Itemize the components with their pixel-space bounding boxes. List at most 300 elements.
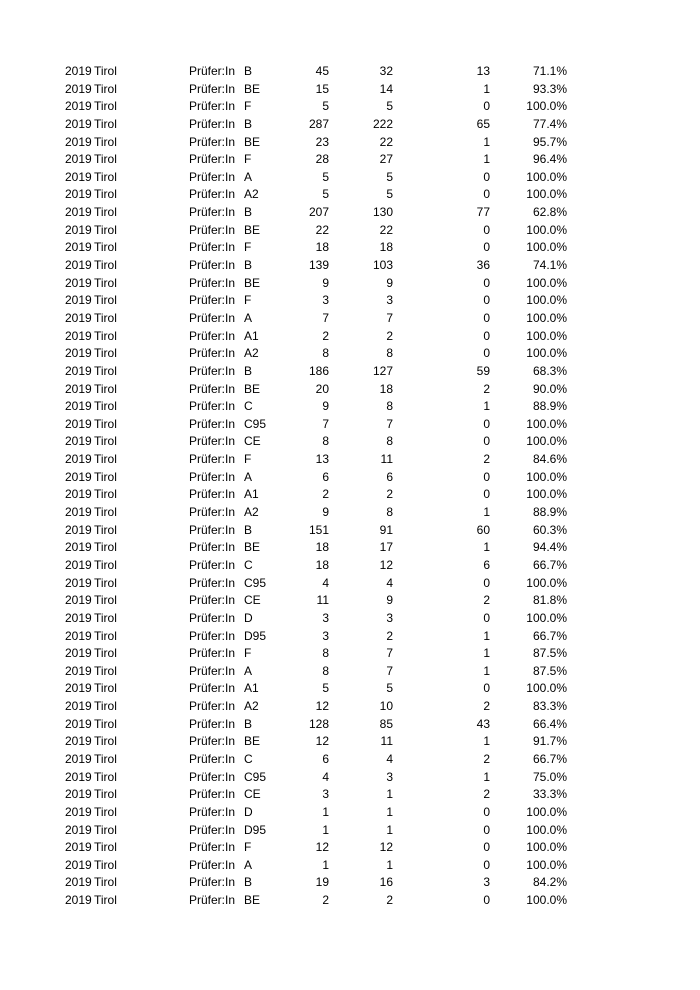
table-row <box>0 81 700 99</box>
pass-rate-cell: 100.0% <box>526 275 567 290</box>
passed-cell: 5 <box>386 681 393 696</box>
total-cell: 1 <box>322 804 329 819</box>
license-class-cell: BE <box>244 222 261 237</box>
pass-rate-cell: 100.0% <box>526 293 567 308</box>
year-cell: 2019 <box>65 169 92 184</box>
state-cell: Tirol <box>94 505 117 520</box>
failed-cell: 36 <box>476 258 490 273</box>
examiner-cell: Prüfer:In <box>189 893 236 908</box>
year-cell: 2019 <box>65 275 92 290</box>
total-cell: 18 <box>315 557 329 572</box>
passed-cell: 11 <box>380 452 393 467</box>
license-class-cell: B <box>244 205 253 220</box>
passed-cell: 12 <box>379 557 393 572</box>
state-cell: Tirol <box>94 681 117 696</box>
pass-rate-cell: 100.0% <box>526 575 567 590</box>
failed-cell: 2 <box>483 381 490 396</box>
table-row <box>0 645 700 663</box>
year-cell: 2019 <box>65 699 92 714</box>
failed-cell: 0 <box>483 240 490 255</box>
data-table <box>0 63 700 910</box>
total-cell: 3 <box>322 293 329 308</box>
passed-cell: 3 <box>386 293 393 308</box>
examiner-cell: Prüfer:In <box>189 663 236 678</box>
state-cell: Tirol <box>94 328 117 343</box>
license-class-cell: A2 <box>244 187 259 202</box>
passed-cell: 4 <box>386 575 393 590</box>
examiner-cell: Prüfer:In <box>189 787 236 802</box>
total-cell: 12 <box>315 734 329 749</box>
passed-cell: 1 <box>386 787 393 802</box>
passed-cell: 22 <box>379 222 393 237</box>
license-class-cell: A <box>244 857 253 872</box>
examiner-cell: Prüfer:In <box>189 222 236 237</box>
total-cell: 1 <box>322 822 329 837</box>
license-class-cell: F <box>244 452 252 467</box>
examiner-cell: Prüfer:In <box>189 769 236 784</box>
license-class-cell: A1 <box>244 681 259 696</box>
pass-rate-cell: 77.4% <box>532 116 567 131</box>
year-cell: 2019 <box>65 822 92 837</box>
license-class-cell: BE <box>244 893 261 908</box>
table-row <box>0 786 700 804</box>
passed-cell: 3 <box>386 610 393 625</box>
failed-cell: 0 <box>483 840 490 855</box>
examiner-cell: Prüfer:In <box>189 240 236 255</box>
total-cell: 45 <box>315 64 329 78</box>
passed-cell: 7 <box>386 416 393 431</box>
table-row <box>0 874 700 892</box>
total-cell: 139 <box>308 258 329 273</box>
examiner-cell: Prüfer:In <box>189 81 236 96</box>
license-class-cell: BE <box>244 81 261 96</box>
license-class-cell: BE <box>244 381 261 396</box>
passed-cell: 11 <box>380 734 393 749</box>
passed-cell: 8 <box>386 346 393 361</box>
total-cell: 5 <box>322 187 329 202</box>
table-row <box>0 275 700 293</box>
pass-rate-cell: 100.0% <box>526 416 567 431</box>
table-row <box>0 822 700 840</box>
passed-cell: 5 <box>386 169 393 184</box>
license-class-cell: C95 <box>244 575 267 590</box>
state-cell: Tirol <box>94 64 117 78</box>
failed-cell: 1 <box>483 505 490 520</box>
state-cell: Tirol <box>94 169 117 184</box>
table-row <box>0 663 700 681</box>
table-row <box>0 751 700 769</box>
state-cell: Tirol <box>94 557 117 572</box>
license-class-cell: C95 <box>244 769 267 784</box>
table-row <box>0 522 700 540</box>
passed-cell: 3 <box>386 769 393 784</box>
failed-cell: 0 <box>483 416 490 431</box>
table-row <box>0 345 700 363</box>
passed-cell: 1 <box>386 822 393 837</box>
state-cell: Tirol <box>94 716 117 731</box>
pass-rate-cell: 95.7% <box>532 134 567 149</box>
year-cell: 2019 <box>65 716 92 731</box>
passed-cell: 103 <box>372 258 393 273</box>
passed-cell: 2 <box>386 328 393 343</box>
year-cell: 2019 <box>65 222 92 237</box>
failed-cell: 1 <box>483 734 490 749</box>
failed-cell: 43 <box>476 716 490 731</box>
failed-cell: 0 <box>483 822 490 837</box>
pass-rate-cell: 100.0% <box>526 99 567 114</box>
table-row <box>0 698 700 716</box>
license-class-cell: B <box>244 258 253 273</box>
license-class-cell: CE <box>244 593 261 608</box>
failed-cell: 0 <box>483 310 490 325</box>
passed-cell: 85 <box>379 716 393 731</box>
license-class-cell: F <box>244 840 252 855</box>
pass-rate-cell: 100.0% <box>526 346 567 361</box>
passed-cell: 91 <box>379 522 393 537</box>
year-cell: 2019 <box>65 646 92 661</box>
examiner-cell: Prüfer:In <box>189 452 236 467</box>
examiner-cell: Prüfer:In <box>189 328 236 343</box>
total-cell: 5 <box>322 681 329 696</box>
year-cell: 2019 <box>65 116 92 131</box>
year-cell: 2019 <box>65 363 92 378</box>
table-row <box>0 98 700 116</box>
table-row <box>0 469 700 487</box>
license-class-cell: B <box>244 116 253 131</box>
table-row <box>0 63 700 81</box>
failed-cell: 0 <box>483 346 490 361</box>
passed-cell: 18 <box>379 240 393 255</box>
failed-cell: 65 <box>476 116 490 131</box>
failed-cell: 0 <box>483 275 490 290</box>
license-class-cell: B <box>244 875 253 890</box>
pass-rate-cell: 100.0% <box>526 822 567 837</box>
total-cell: 6 <box>322 469 329 484</box>
passed-cell: 127 <box>372 363 393 378</box>
passed-cell: 5 <box>386 187 393 202</box>
pass-rate-cell: 88.9% <box>532 399 567 414</box>
failed-cell: 1 <box>483 540 490 555</box>
year-cell: 2019 <box>65 240 92 255</box>
pass-rate-cell: 84.2% <box>532 875 567 890</box>
examiner-cell: Prüfer:In <box>189 522 236 537</box>
failed-cell: 6 <box>483 557 490 572</box>
total-cell: 3 <box>322 628 329 643</box>
passed-cell: 14 <box>379 81 393 96</box>
table-row <box>0 151 700 169</box>
examiner-cell: Prüfer:In <box>189 628 236 643</box>
failed-cell: 1 <box>483 152 490 167</box>
passed-cell: 130 <box>372 205 393 220</box>
year-cell: 2019 <box>65 804 92 819</box>
year-cell: 2019 <box>65 152 92 167</box>
license-class-cell: A2 <box>244 505 259 520</box>
license-class-cell: A <box>244 469 253 484</box>
examiner-cell: Prüfer:In <box>189 116 236 131</box>
year-cell: 2019 <box>65 857 92 872</box>
total-cell: 2 <box>322 487 329 502</box>
state-cell: Tirol <box>94 663 117 678</box>
pass-rate-cell: 87.5% <box>532 646 567 661</box>
total-cell: 207 <box>308 205 329 220</box>
examiner-cell: Prüfer:In <box>189 681 236 696</box>
table-row <box>0 892 700 910</box>
license-class-cell: A1 <box>244 328 259 343</box>
state-cell: Tirol <box>94 99 117 114</box>
state-cell: Tirol <box>94 275 117 290</box>
table-row <box>0 398 700 416</box>
pass-rate-cell: 81.8% <box>532 593 567 608</box>
pass-rate-cell: 84.6% <box>532 452 567 467</box>
state-cell: Tirol <box>94 222 117 237</box>
pass-rate-cell: 100.0% <box>526 328 567 343</box>
license-class-cell: D95 <box>244 628 267 643</box>
state-cell: Tirol <box>94 346 117 361</box>
license-class-cell: F <box>244 240 252 255</box>
year-cell: 2019 <box>65 540 92 555</box>
license-class-cell: B <box>244 363 253 378</box>
state-cell: Tirol <box>94 575 117 590</box>
examiner-cell: Prüfer:In <box>189 346 236 361</box>
license-class-cell: A <box>244 310 253 325</box>
state-cell: Tirol <box>94 240 117 255</box>
table-row <box>0 328 700 346</box>
table-row <box>0 592 700 610</box>
examiner-cell: Prüfer:In <box>189 134 236 149</box>
examiner-cell: Prüfer:In <box>189 751 236 766</box>
license-class-cell: A <box>244 663 253 678</box>
table-row <box>0 257 700 275</box>
table-row <box>0 733 700 751</box>
passed-cell: 1 <box>386 804 393 819</box>
license-class-cell: B <box>244 716 253 731</box>
year-cell: 2019 <box>65 628 92 643</box>
license-class-cell: C <box>244 399 253 414</box>
state-cell: Tirol <box>94 134 117 149</box>
examiner-cell: Prüfer:In <box>189 381 236 396</box>
year-cell: 2019 <box>65 293 92 308</box>
examiner-cell: Prüfer:In <box>189 857 236 872</box>
state-cell: Tirol <box>94 593 117 608</box>
total-cell: 8 <box>322 646 329 661</box>
total-cell: 4 <box>322 769 329 784</box>
passed-cell: 8 <box>386 399 393 414</box>
total-cell: 2 <box>322 328 329 343</box>
failed-cell: 0 <box>483 169 490 184</box>
license-class-cell: F <box>244 293 252 308</box>
pass-rate-cell: 87.5% <box>532 663 567 678</box>
total-cell: 23 <box>315 134 329 149</box>
examiner-cell: Prüfer:In <box>189 505 236 520</box>
pass-rate-cell: 100.0% <box>526 434 567 449</box>
table-row <box>0 381 700 399</box>
failed-cell: 1 <box>483 663 490 678</box>
pass-rate-cell: 100.0% <box>526 893 567 908</box>
pass-rate-cell: 62.8% <box>532 205 567 220</box>
license-class-cell: A1 <box>244 487 259 502</box>
pass-rate-cell: 100.0% <box>526 240 567 255</box>
examiner-cell: Prüfer:In <box>189 64 236 78</box>
examiner-cell: Prüfer:In <box>189 99 236 114</box>
total-cell: 8 <box>322 434 329 449</box>
table-row <box>0 628 700 646</box>
failed-cell: 1 <box>483 134 490 149</box>
examiner-cell: Prüfer:In <box>189 363 236 378</box>
state-cell: Tirol <box>94 310 117 325</box>
total-cell: 8 <box>322 346 329 361</box>
table-row <box>0 116 700 134</box>
examiner-cell: Prüfer:In <box>189 293 236 308</box>
table-row <box>0 804 700 822</box>
year-cell: 2019 <box>65 734 92 749</box>
license-class-cell: D <box>244 610 253 625</box>
table-row <box>0 769 700 787</box>
state-cell: Tirol <box>94 205 117 220</box>
total-cell: 6 <box>322 751 329 766</box>
license-class-cell: B <box>244 522 253 537</box>
total-cell: 18 <box>315 240 329 255</box>
examiner-cell: Prüfer:In <box>189 416 236 431</box>
pass-rate-cell: 100.0% <box>526 469 567 484</box>
license-class-cell: A <box>244 169 253 184</box>
state-cell: Tirol <box>94 893 117 908</box>
pass-rate-cell: 66.4% <box>532 716 567 731</box>
pass-rate-cell: 66.7% <box>532 751 567 766</box>
table-row <box>0 539 700 557</box>
examiner-cell: Prüfer:In <box>189 575 236 590</box>
total-cell: 3 <box>322 610 329 625</box>
state-cell: Tirol <box>94 822 117 837</box>
total-cell: 12 <box>315 699 329 714</box>
state-cell: Tirol <box>94 293 117 308</box>
year-cell: 2019 <box>65 875 92 890</box>
failed-cell: 1 <box>483 81 490 96</box>
failed-cell: 13 <box>476 64 490 78</box>
pass-rate-cell: 74.1% <box>532 258 567 273</box>
examiner-cell: Prüfer:In <box>189 804 236 819</box>
pass-rate-cell: 96.4% <box>532 152 567 167</box>
pass-rate-cell: 66.7% <box>532 628 567 643</box>
examiner-cell: Prüfer:In <box>189 699 236 714</box>
license-class-cell: C95 <box>244 416 267 431</box>
state-cell: Tirol <box>94 628 117 643</box>
passed-cell: 18 <box>379 381 393 396</box>
license-class-cell: CE <box>244 434 261 449</box>
pass-rate-cell: 91.7% <box>532 734 567 749</box>
passed-cell: 2 <box>386 893 393 908</box>
examiner-cell: Prüfer:In <box>189 310 236 325</box>
failed-cell: 0 <box>483 610 490 625</box>
failed-cell: 2 <box>483 452 490 467</box>
pass-rate-cell: 100.0% <box>526 804 567 819</box>
license-class-cell: BE <box>244 275 261 290</box>
year-cell: 2019 <box>65 769 92 784</box>
total-cell: 9 <box>322 399 329 414</box>
total-cell: 12 <box>315 840 329 855</box>
license-class-cell: CE <box>244 787 261 802</box>
license-class-cell: BE <box>244 134 261 149</box>
year-cell: 2019 <box>65 663 92 678</box>
failed-cell: 77 <box>476 205 490 220</box>
total-cell: 287 <box>308 116 329 131</box>
year-cell: 2019 <box>65 328 92 343</box>
passed-cell: 9 <box>386 593 393 608</box>
pass-rate-cell: 66.7% <box>532 557 567 572</box>
state-cell: Tirol <box>94 116 117 131</box>
total-cell: 7 <box>322 310 329 325</box>
passed-cell: 12 <box>379 840 393 855</box>
failed-cell: 0 <box>483 893 490 908</box>
state-cell: Tirol <box>94 363 117 378</box>
examiner-cell: Prüfer:In <box>189 469 236 484</box>
total-cell: 11 <box>316 593 329 608</box>
year-cell: 2019 <box>65 522 92 537</box>
examiner-cell: Prüfer:In <box>189 557 236 572</box>
failed-cell: 0 <box>483 469 490 484</box>
total-cell: 151 <box>308 522 329 537</box>
license-class-cell: A2 <box>244 699 259 714</box>
failed-cell: 0 <box>483 804 490 819</box>
examiner-cell: Prüfer:In <box>189 646 236 661</box>
table-row <box>0 839 700 857</box>
table-row <box>0 680 700 698</box>
passed-cell: 2 <box>386 487 393 502</box>
examiner-cell: Prüfer:In <box>189 258 236 273</box>
year-cell: 2019 <box>65 346 92 361</box>
state-cell: Tirol <box>94 840 117 855</box>
failed-cell: 0 <box>483 434 490 449</box>
year-cell: 2019 <box>65 81 92 96</box>
examiner-cell: Prüfer:In <box>189 399 236 414</box>
failed-cell: 2 <box>483 699 490 714</box>
state-cell: Tirol <box>94 610 117 625</box>
state-cell: Tirol <box>94 487 117 502</box>
examiner-cell: Prüfer:In <box>189 205 236 220</box>
year-cell: 2019 <box>65 310 92 325</box>
examiner-cell: Prüfer:In <box>189 275 236 290</box>
year-cell: 2019 <box>65 134 92 149</box>
failed-cell: 59 <box>476 363 490 378</box>
state-cell: Tirol <box>94 522 117 537</box>
failed-cell: 2 <box>483 593 490 608</box>
year-cell: 2019 <box>65 258 92 273</box>
failed-cell: 1 <box>483 646 490 661</box>
passed-cell: 8 <box>386 505 393 520</box>
passed-cell: 5 <box>386 99 393 114</box>
examiner-cell: Prüfer:In <box>189 152 236 167</box>
state-cell: Tirol <box>94 187 117 202</box>
state-cell: Tirol <box>94 769 117 784</box>
state-cell: Tirol <box>94 381 117 396</box>
total-cell: 28 <box>315 152 329 167</box>
passed-cell: 32 <box>379 64 393 78</box>
year-cell: 2019 <box>65 751 92 766</box>
table-row <box>0 486 700 504</box>
passed-cell: 17 <box>379 540 393 555</box>
passed-cell: 22 <box>379 134 393 149</box>
pass-rate-cell: 100.0% <box>526 222 567 237</box>
total-cell: 9 <box>322 505 329 520</box>
table-row <box>0 575 700 593</box>
year-cell: 2019 <box>65 64 92 78</box>
table-row <box>0 504 700 522</box>
license-class-cell: D <box>244 804 253 819</box>
pass-rate-cell: 100.0% <box>526 169 567 184</box>
pass-rate-cell: 100.0% <box>526 857 567 872</box>
passed-cell: 9 <box>386 275 393 290</box>
year-cell: 2019 <box>65 575 92 590</box>
year-cell: 2019 <box>65 187 92 202</box>
